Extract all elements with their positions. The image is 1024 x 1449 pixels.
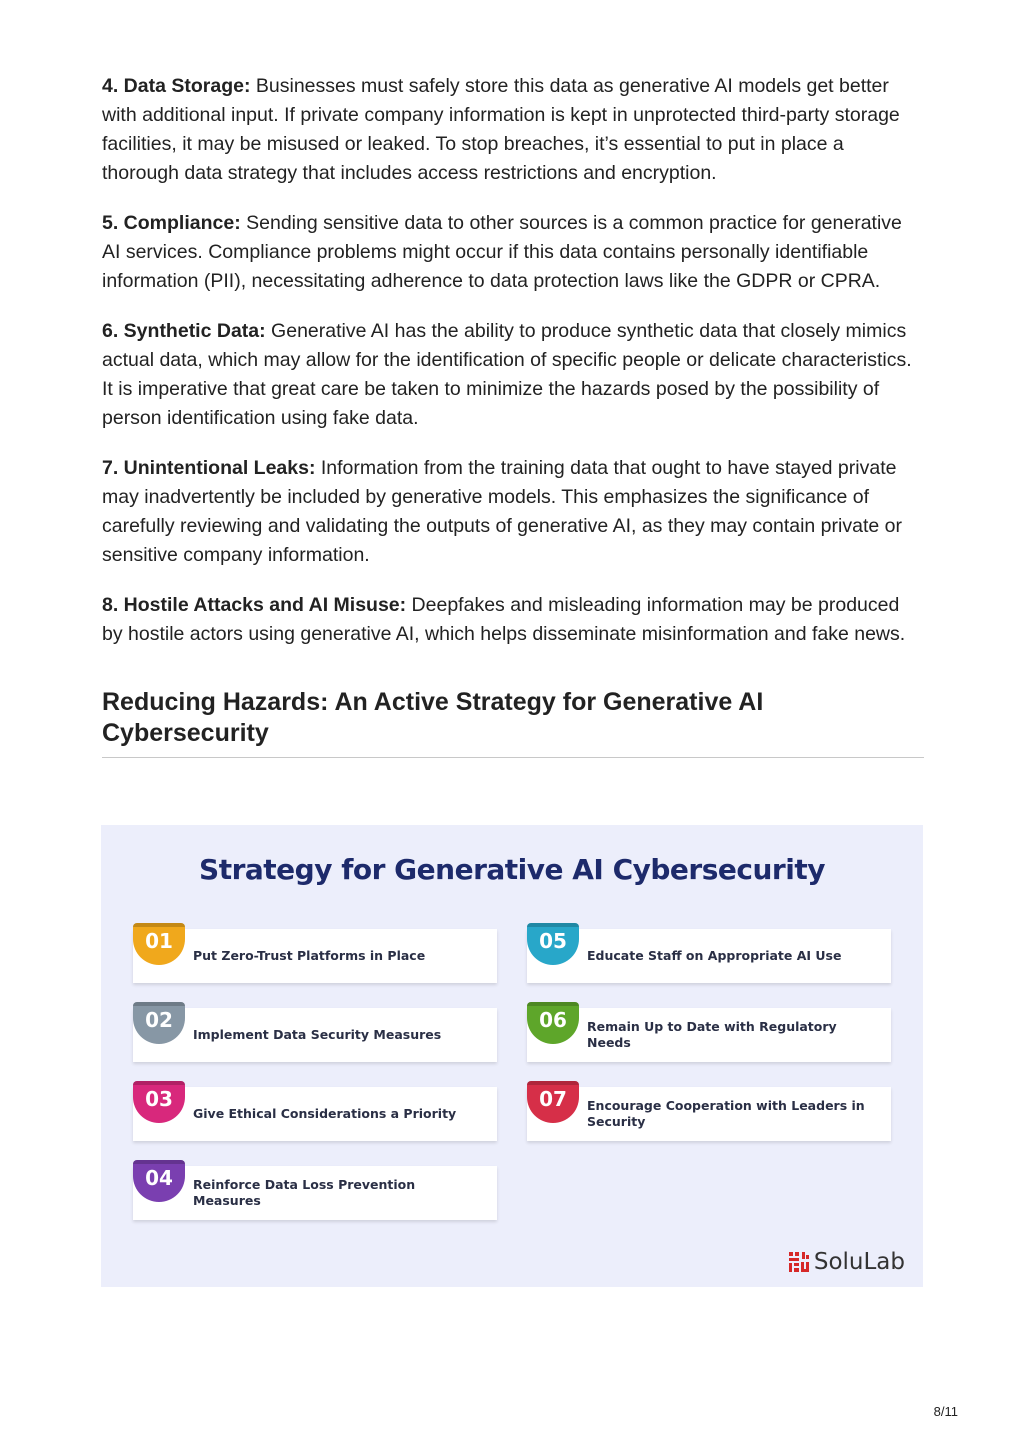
strategy-card-02 bbox=[133, 1008, 497, 1062]
paragraph-lead: 7. Unintentional Leaks: bbox=[102, 457, 316, 479]
strategy-label: Remain Up to Date with Regulatory Needs bbox=[587, 1019, 837, 1050]
strategy-card-05 bbox=[527, 929, 891, 983]
article-body bbox=[102, 72, 924, 758]
strategy-card-04 bbox=[133, 1166, 497, 1220]
strategy-label: Reinforce Data Loss Prevention Measures bbox=[193, 1177, 416, 1208]
paragraph-compliance bbox=[102, 209, 924, 296]
strategy-label: Put Zero-Trust Platforms in Place bbox=[193, 948, 426, 963]
step-badge: 07 bbox=[527, 1081, 579, 1123]
paragraph-lead: 5. Compliance: bbox=[102, 212, 241, 234]
solulab-logo-icon bbox=[788, 1251, 810, 1273]
strategy-card-07 bbox=[527, 1087, 891, 1141]
paragraph-unintentional-leaks bbox=[102, 454, 924, 570]
strategy-card-03 bbox=[133, 1087, 497, 1141]
step-badge: 03 bbox=[133, 1081, 185, 1123]
paragraph-text: Businesses must safely store this data as generative AI models get better with additional input. If private company information is kept in unprotected third-party storage facilities, it may be misused or leaked. To stop breaches, it’s essential to put in place a thorough data strategy that includes access restrictions and encryption. bbox=[102, 75, 900, 184]
paragraph-synthetic-data bbox=[102, 317, 924, 433]
paragraph-data-storage bbox=[102, 72, 924, 188]
paragraph-text: Generative AI has the ability to produce synthetic data that closely mimics actual data, which may allow for the identification of specific people or delicate characteristics. It is imperative that great care be taken to minimize the hazards posed by the possibility of person identification using fake data. bbox=[102, 320, 912, 429]
page-number: 8/11 bbox=[933, 1404, 958, 1419]
solulab-logo bbox=[788, 1249, 905, 1275]
paragraph-text: Deepfakes and misleading information may be produced by hostile actors using generative AI, which helps disseminate misinformation and fake news. bbox=[102, 594, 906, 645]
strategy-card-06 bbox=[527, 1008, 891, 1062]
step-badge: 05 bbox=[527, 923, 579, 965]
strategy-label: Encourage Cooperation with Leaders in Security bbox=[587, 1098, 865, 1129]
paragraph-lead: 6. Synthetic Data: bbox=[102, 320, 266, 342]
logo-text: SoluLab bbox=[813, 1249, 905, 1275]
step-badge: 02 bbox=[133, 1002, 185, 1044]
strategy-label: Give Ethical Considerations a Priority bbox=[193, 1106, 457, 1121]
step-badge: 06 bbox=[527, 1002, 579, 1044]
strategy-label: Implement Data Security Measures bbox=[193, 1027, 442, 1042]
paragraph-text: Sending sensitive data to other sources is a common practice for generative AI services. Compliance problems might occur if this data contains personally identifiable information (PII), necessitating adherence to data protection laws like the GDPR or CPRA. bbox=[102, 212, 902, 292]
infographic-title: Strategy for Generative AI Cybersecurity bbox=[199, 853, 825, 886]
section-heading: Reducing Hazards: An Active Strategy for Generative AI Cybersecurity bbox=[102, 687, 924, 758]
paragraph-text: Information from the training data that ought to have stayed private may inadvertently be included by generative models. This emphasizes the significance of carefully reviewing and validating the outputs of generative AI, as they may contain private or sensitive company information. bbox=[102, 457, 902, 566]
paragraph-lead: 8. Hostile Attacks and AI Misuse: bbox=[102, 594, 407, 616]
strategy-label: Educate Staff on Appropriate AI Use bbox=[587, 948, 842, 963]
step-badge: 01 bbox=[133, 923, 185, 965]
paragraph-hostile-attacks bbox=[102, 591, 924, 649]
strategy-infographic bbox=[101, 825, 923, 1287]
paragraph-lead: 4. Data Storage: bbox=[102, 75, 251, 97]
strategy-card-01 bbox=[133, 929, 497, 983]
step-badge: 04 bbox=[133, 1160, 185, 1202]
